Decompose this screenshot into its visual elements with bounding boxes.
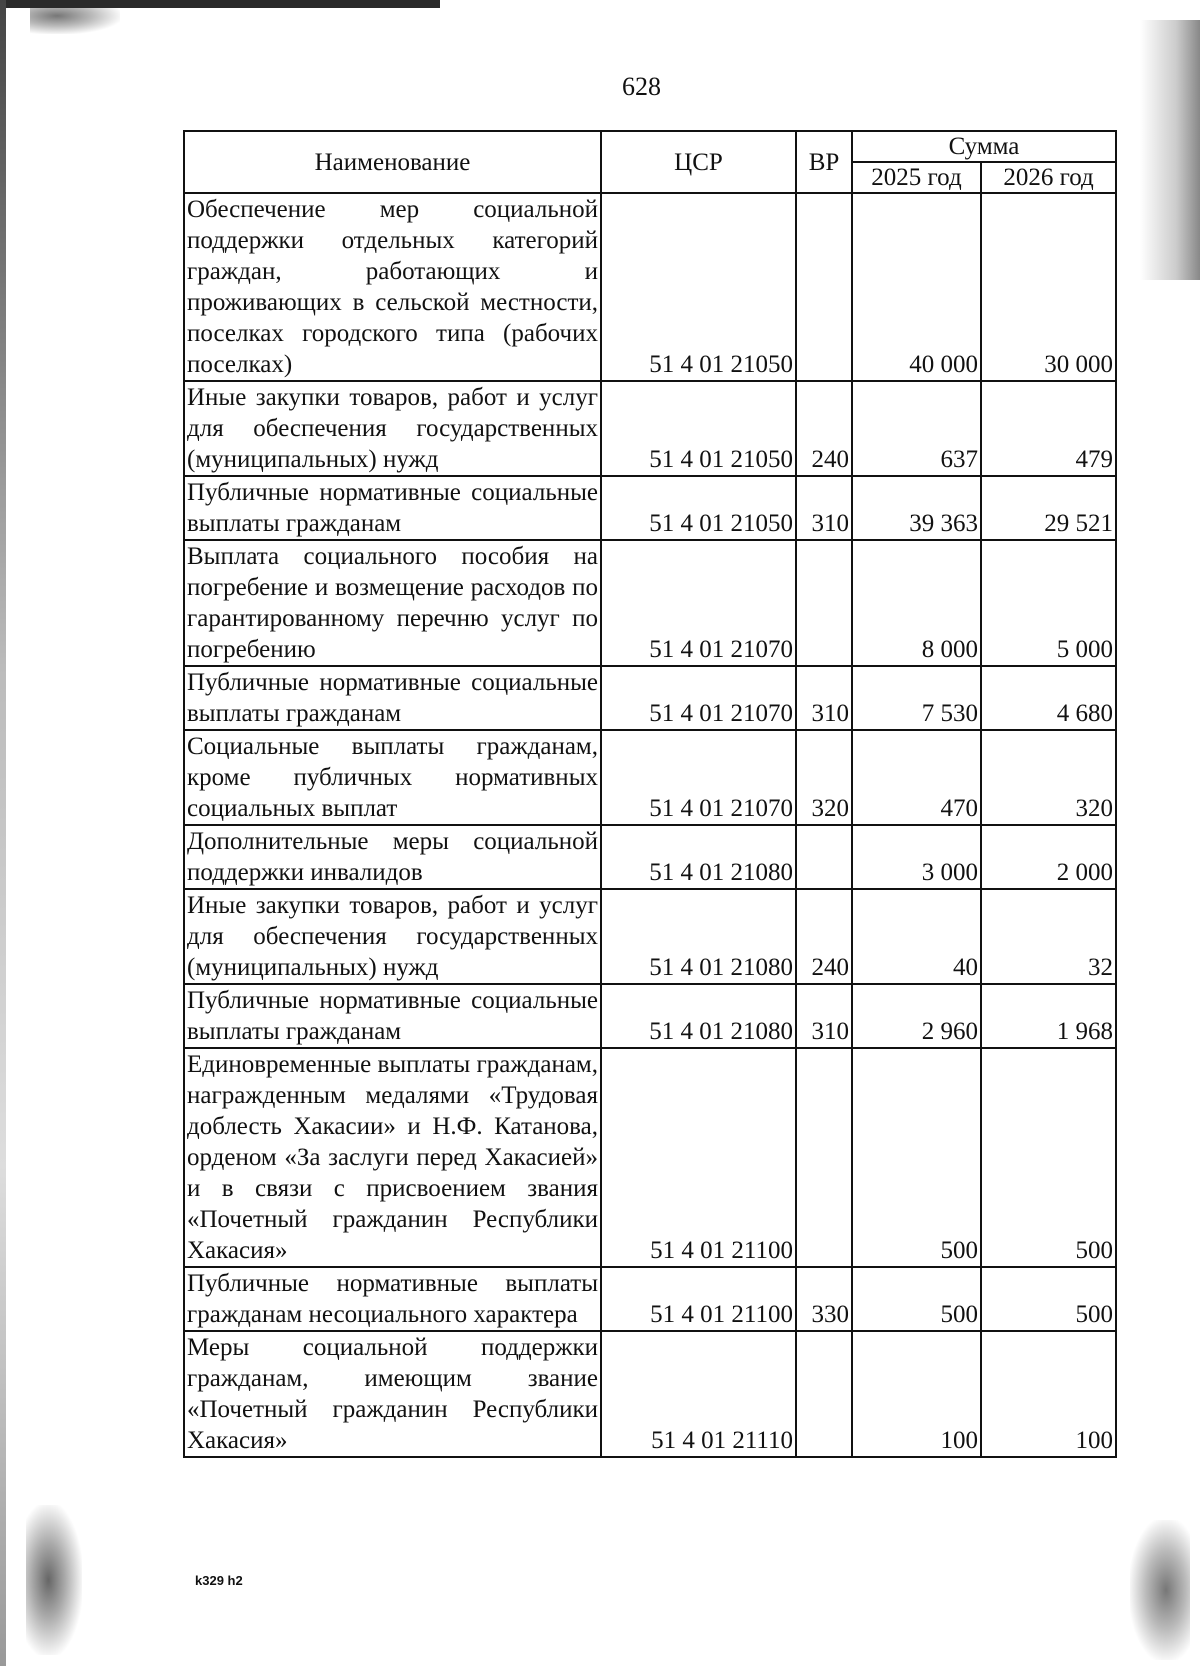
cell-name: Социальные выплаты гражданам, кроме публичных нормативных социальных выплат [184,730,601,825]
cell-name: Единовременные выплаты гражданам, награжденным медалями «Трудовая доблесть Хакасии» и Н.Ф. Катанова, орденом «За заслуги перед Хакасией» и в связи с присвоением звания «Почетный гражданин Республики Хакасия» [184,1048,601,1267]
scan-smudge [1140,20,1200,280]
cell-vr: 240 [796,889,852,984]
cell-name: Иные закупки товаров, работ и услуг для обеспечения государственных (муниципальных) нужд [184,889,601,984]
header-sum: Сумма [852,131,1116,162]
cell-csr: 51 4 01 21050 [601,193,796,381]
cell-vr [796,193,852,381]
cell-2025: 40 000 [852,193,981,381]
cell-csr: 51 4 01 21070 [601,666,796,730]
table-body [184,193,1116,1457]
cell-2025: 100 [852,1331,981,1457]
header-name: Наименование [184,131,601,193]
cell-2025: 39 363 [852,476,981,540]
cell-name: Публичные нормативные выплаты гражданам несоциального характера [184,1267,601,1331]
cell-2026: 500 [981,1048,1116,1267]
scan-smudge [1130,1520,1190,1660]
cell-vr: 320 [796,730,852,825]
cell-name: Меры социальной поддержки гражданам, имеющим звание «Почетный гражданин Республики Хакасия» [184,1331,601,1457]
table-row [184,476,1116,540]
cell-csr: 51 4 01 21100 [601,1048,796,1267]
cell-csr: 51 4 01 21050 [601,381,796,476]
cell-2026: 2 000 [981,825,1116,889]
cell-vr: 310 [796,984,852,1048]
scan-smudge [26,1505,82,1655]
cell-vr [796,540,852,666]
cell-vr: 310 [796,666,852,730]
table-row [184,730,1116,825]
cell-2026: 5 000 [981,540,1116,666]
table-row [184,666,1116,730]
cell-2025: 637 [852,381,981,476]
cell-name: Публичные нормативные социальные выплаты гражданам [184,984,601,1048]
cell-name: Обеспечение мер социальной поддержки отдельных категорий граждан, работающих и проживающих в сельской местности, поселках городского типа (рабочих поселках) [184,193,601,381]
cell-2025: 40 [852,889,981,984]
cell-csr: 51 4 01 21080 [601,889,796,984]
table-row [184,1267,1116,1331]
scan-border-left [0,0,6,1666]
cell-name: Публичные нормативные социальные выплаты гражданам [184,476,601,540]
footer-code: k329 h2 [195,1573,243,1588]
header-vr: ВР [796,131,852,193]
cell-2025: 470 [852,730,981,825]
table-row [184,381,1116,476]
cell-2025: 7 530 [852,666,981,730]
cell-csr: 51 4 01 21070 [601,730,796,825]
cell-2026: 29 521 [981,476,1116,540]
table-row [184,193,1116,381]
table-row [184,984,1116,1048]
cell-2025: 2 960 [852,984,981,1048]
cell-2025: 3 000 [852,825,981,889]
cell-vr [796,1331,852,1457]
cell-csr: 51 4 01 21100 [601,1267,796,1331]
cell-2026: 500 [981,1267,1116,1331]
cell-2026: 100 [981,1331,1116,1457]
scan-smudge [30,8,120,34]
header-csr: ЦСР [601,131,796,193]
cell-2026: 479 [981,381,1116,476]
table-row [184,1048,1116,1267]
cell-csr: 51 4 01 21080 [601,984,796,1048]
header-year-2026: 2026 год [981,162,1116,193]
cell-2026: 32 [981,889,1116,984]
cell-name: Выплата социального пособия на погребение и возмещение расходов по гарантированному перечню услуг по погребению [184,540,601,666]
table-row [184,889,1116,984]
header-row [184,131,1116,162]
cell-2026: 4 680 [981,666,1116,730]
table-row [184,1331,1116,1457]
cell-2025: 8 000 [852,540,981,666]
page-number: 628 [622,72,661,101]
budget-table [183,130,1117,1458]
cell-2025: 500 [852,1048,981,1267]
cell-vr [796,825,852,889]
table-row [184,540,1116,666]
cell-vr: 240 [796,381,852,476]
header-year-2025: 2025 год [852,162,981,193]
cell-vr: 330 [796,1267,852,1331]
cell-name: Иные закупки товаров, работ и услуг для обеспечения государственных (муниципальных) нужд [184,381,601,476]
cell-csr: 51 4 01 21080 [601,825,796,889]
table-row [184,825,1116,889]
cell-vr [796,1048,852,1267]
cell-2026: 320 [981,730,1116,825]
cell-name: Публичные нормативные социальные выплаты гражданам [184,666,601,730]
cell-csr: 51 4 01 21050 [601,476,796,540]
cell-2026: 1 968 [981,984,1116,1048]
scan-border-top [0,0,440,8]
cell-csr: 51 4 01 21110 [601,1331,796,1457]
cell-2025: 500 [852,1267,981,1331]
cell-name: Дополнительные меры социальной поддержки инвалидов [184,825,601,889]
cell-vr: 310 [796,476,852,540]
cell-2026: 30 000 [981,193,1116,381]
cell-csr: 51 4 01 21070 [601,540,796,666]
